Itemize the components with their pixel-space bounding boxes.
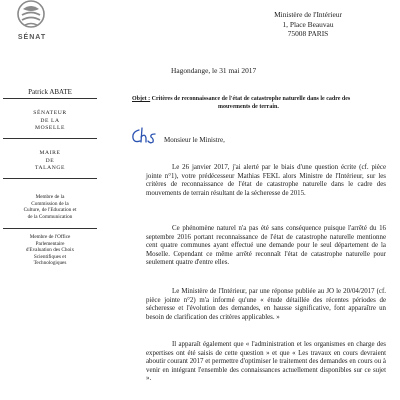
membership-line: Membre de la [35,194,65,200]
senat-logo [10,0,52,48]
title-line: MOSELLE [35,125,65,132]
letter-subject [132,96,384,111]
divider [3,138,97,139]
body-paragraph: Le 26 janvier 2017, j'ai alerté par le biais d'une question écrite (cf. pièce jointe n°1), votre prédécesseur Mathias FEKL alors Ministre de l'Intérieur, sur les critères de reconnaissance de l'état de catastrophe naturelle dans le cadre des mouvements de terrain résultant de la sécheresse de 2015. [146,164,386,197]
title-line: DE LA [40,117,60,124]
title-line: TALANGE [34,165,66,172]
recipient-address [228,10,388,39]
subject-text-line1: Critères de reconnaissance de l'état de catastrophe naturelle dans le cadre des [151,96,351,102]
title-line: DE [45,157,55,164]
body-paragraph: Ce phénomène naturel n'a pas été sans conséquence puisque l'arrêté du 16 septembre 2016 portant reconnaissance de l'état de catastrophe naturelle mentionne cent quatre communes ayant effectué une demande pour le seul département de la Moselle. Cependant ce même arrêté reconnaît l'état de catastrophe naturelle pour seulement quatre d'entre elles. [146,225,386,267]
sender-name: Patrick ABATE [28,88,72,96]
office-membership [2,234,98,267]
divider [3,228,97,229]
salutation: Monsieur le Ministre, [164,136,225,144]
address-line: 1, Place Beauvau [282,19,334,29]
divider [3,98,97,99]
membership-line: Membre de l'Office [29,234,71,240]
divider [3,178,97,179]
commission-membership [2,194,98,220]
membership-line: Parlementaire [35,240,65,247]
logo-wordmark: SÉNAT [17,34,47,41]
senateur-title [0,110,100,133]
membership-line: Commission de la [31,200,69,207]
letter-date: Hagondange, le 31 mai 2017 [171,66,257,75]
body-paragraph: Il apparaît également que « l'administration et les organismes en charge des expertises ont été saisis de cette question » et que « Les travaux en cours devraient aboutir courant 2017 et permettre d'optimiser le traitement des demandes en cours ou à venir en intégrant l'ensemble des connaissances actuellement disponibles sur ce sujet ». [146,341,386,383]
membership-line: d'Evaluation des Choix [25,247,75,254]
title-line: SÉNATEUR [33,110,67,116]
membership-line: Technologiques [33,260,67,267]
subject-text-line2: mouvements de terrain. [218,103,279,110]
membership-line: Culture, de l'Education et [23,207,77,214]
subject-label: Objet : [132,96,151,102]
body-paragraph: Le Ministère de l'Intérieur, par une réponse publiée au JO le 20/04/2017 (cf. pièce jointe n°2) m'a informé qu'une « étude détaillée des récentes périodes de sécheresse et l'évolution des demandes, en hausse significative, font apparaître un besoin de clarification des critères applicables. » [146,288,386,321]
address-line: Ministère de l'Intérieur [274,10,342,19]
title-line: MAIRE [39,150,61,156]
address-line: 75008 PARIS [287,29,329,39]
handwritten-initials-icon [130,126,160,146]
maire-title [0,150,100,173]
membership-line: Scientifiques et [33,253,67,260]
membership-line: de la Communication [27,213,73,220]
